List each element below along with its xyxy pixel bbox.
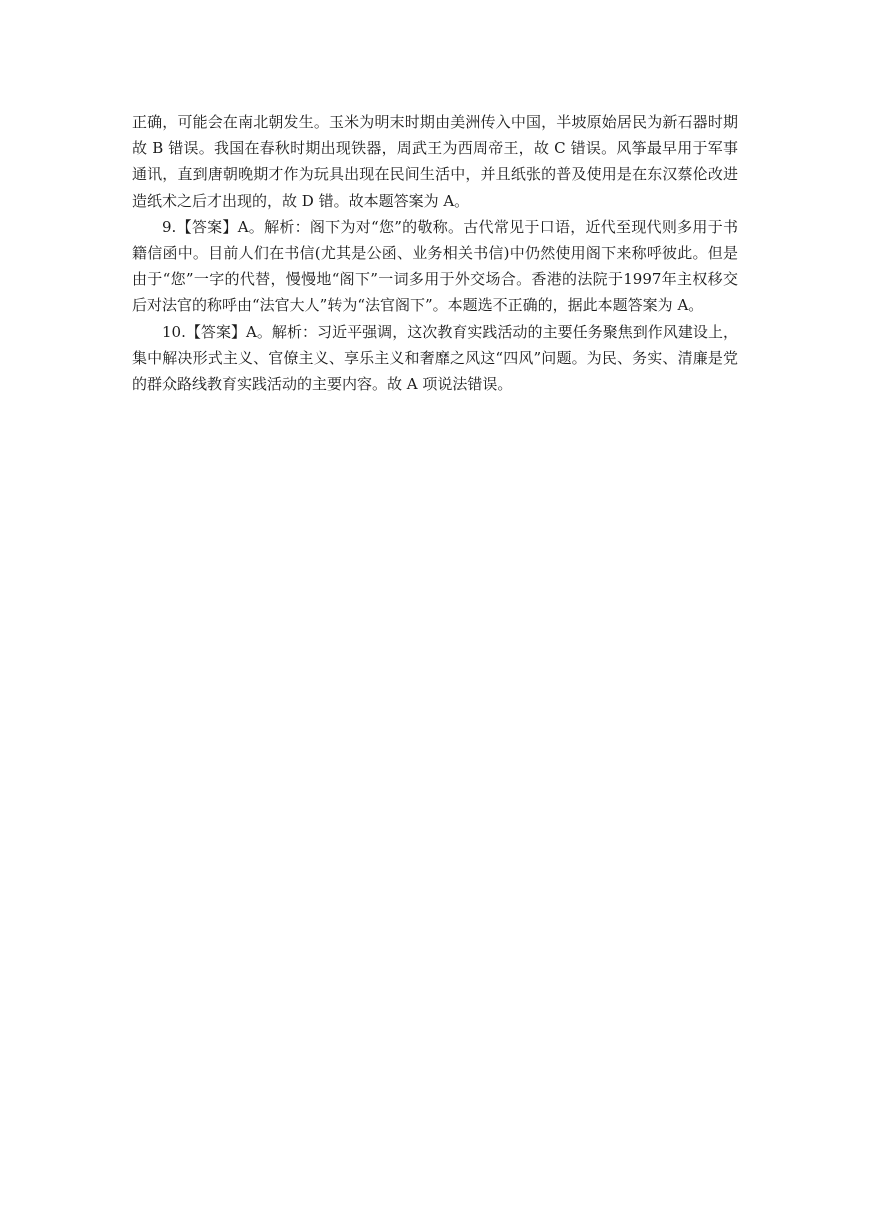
paragraph-q10-answer: 10.【答案】A。解析：习近平强调，这次教育实践活动的主要任务聚焦到作风建设上，集中解决形式主义、官僚主义、享乐主义和奢靡之风这“四风”问题。为民、务实、清廉是党的群众路线教育实践活动的主要内容。故 A 项说法错误。 bbox=[132, 322, 738, 394]
paragraph-q9-answer: 9.【答案】A。解析：阁下为对“您”的敬称。古代常见于口语，近代至现代则多用于书籍信函中。目前人们在书信(尤其是公函、业务相关书信)中仍然使用阁下来称呼彼此。但是由于“您”一字的代替，慢慢地“阁下”一词多用于外交场合。香港的法院于1997年主权移交后对法官的称呼由“法官大人”转为“法官阁下”。本题选不正确的，据此本题答案为 A。 bbox=[132, 217, 738, 315]
document-body bbox=[132, 109, 738, 397]
paragraph-q8-continuation: 正确，可能会在南北朝发生。玉米为明末时期由美洲传入中国，半坡原始居民为新石器时期故 B 错误。我国在春秋时期出现铁器，周武王为西周帝王，故 C 错误。风筝最早用于军事通讯，直到唐朝晚期才作为玩具出现在民间生活中，并且纸张的普及使用是在东汉蔡伦改进造纸术之后才出现的，故 D 错。故本题答案为 A。 bbox=[132, 113, 738, 210]
